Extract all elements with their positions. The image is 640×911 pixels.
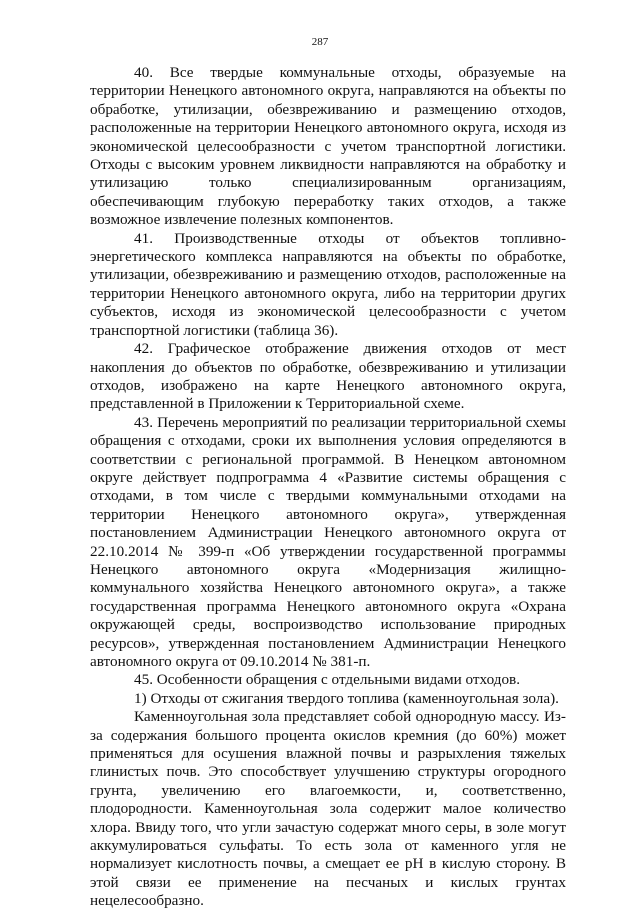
paragraph-40: 40. Все твердые коммунальные отходы, образуемые на территории Ненецкого автономного округа, направляются на объекты по обработке, утилизации, обезвреживанию и размещению отходов, расположенные на территории Ненецкого автономного округа, исходя из экономической целесообразности с учетом транспортной логистики. Отходы с высоким уровнем ликвидности направляются на обработку и утилизацию только специализированным организациям, обеспечивающим глубокую переработку таких отходов, а также возможное извлечение полезных компонентов.	[90, 64, 566, 229]
paragraph-43: 43. Перечень мероприятий по реализации территориальной схемы обращения с отходами, сроки их выполнения условия определяются в соответствии с региональной программой. В Ненецком автономном округе действует подпрограмма 4 «Развитие системы обращения с отходами, в том числе с твердыми коммунальными отходами на территории Ненецкого автономного округа», утвержденная постановлением Администрации Ненецкого автономного округа от 22.10.2014 № 399-п «Об утверждении государственной программы Ненецкого автономного округа «Модернизация жилищно-коммунального хозяйства Ненецкого автономного округа», а также государственная программа Ненецкого автономного округа «Охрана окружающей среды, воспроизводство использование природных ресурсов», утвержденная постановлением Администрации Ненецкого автономного округа от 09.10.2014 № 381-п.	[90, 413, 566, 670]
paragraph-41: 41. Производственные отходы от объектов топливно-энергетического комплекса направляются на объекты по обработке, утилизации, обезвреживанию и размещению отходов, расположенные на территории Ненецкого автономного округа, либо на территории других субъектов, исходя из экономической целесообразности с учетом транспортной логистики (таблица 36).	[90, 229, 566, 339]
paragraph-coal-ash: Каменноугольная зола представляет собой однородную массу. Из-за содержания большого процента окислов кремния (до 60%) может применяться для осушения влажной почвы и разрыхления тяжелых глинистых почв. Это способствует улучшению структуры огородного грунта, увеличению его влагоемкости, и, соответственно, плодородности. Каменноугольная зола содержит малое количество хлора. Ввиду того, что угли зачастую содержат много серы, в золе могут аккумулироваться сульфаты. То есть зола от каменного угля не нормализует кислотность почвы, а смещает ее pH в кислую сторону. В этой связи ее применение на песчаных и кислых грунтах нецелесообразно.	[90, 708, 566, 910]
subsection-heading-ash: 1) Отходы от сжигания твердого топлива (каменноугольная зола).	[134, 689, 559, 707]
paragraph-45: 45. Особенности обращения с отдельными видами отходов.	[134, 671, 521, 689]
page-number: 287	[311, 36, 329, 48]
paragraph-42: 42. Графическое отображение движения отходов от мест накопления до объектов по обработке, обезвреживанию и утилизации отходов, изображено на карте Ненецкого автономного округа, представленной в Приложении к Территориальной схеме.	[90, 340, 566, 413]
document-body	[90, 64, 566, 911]
